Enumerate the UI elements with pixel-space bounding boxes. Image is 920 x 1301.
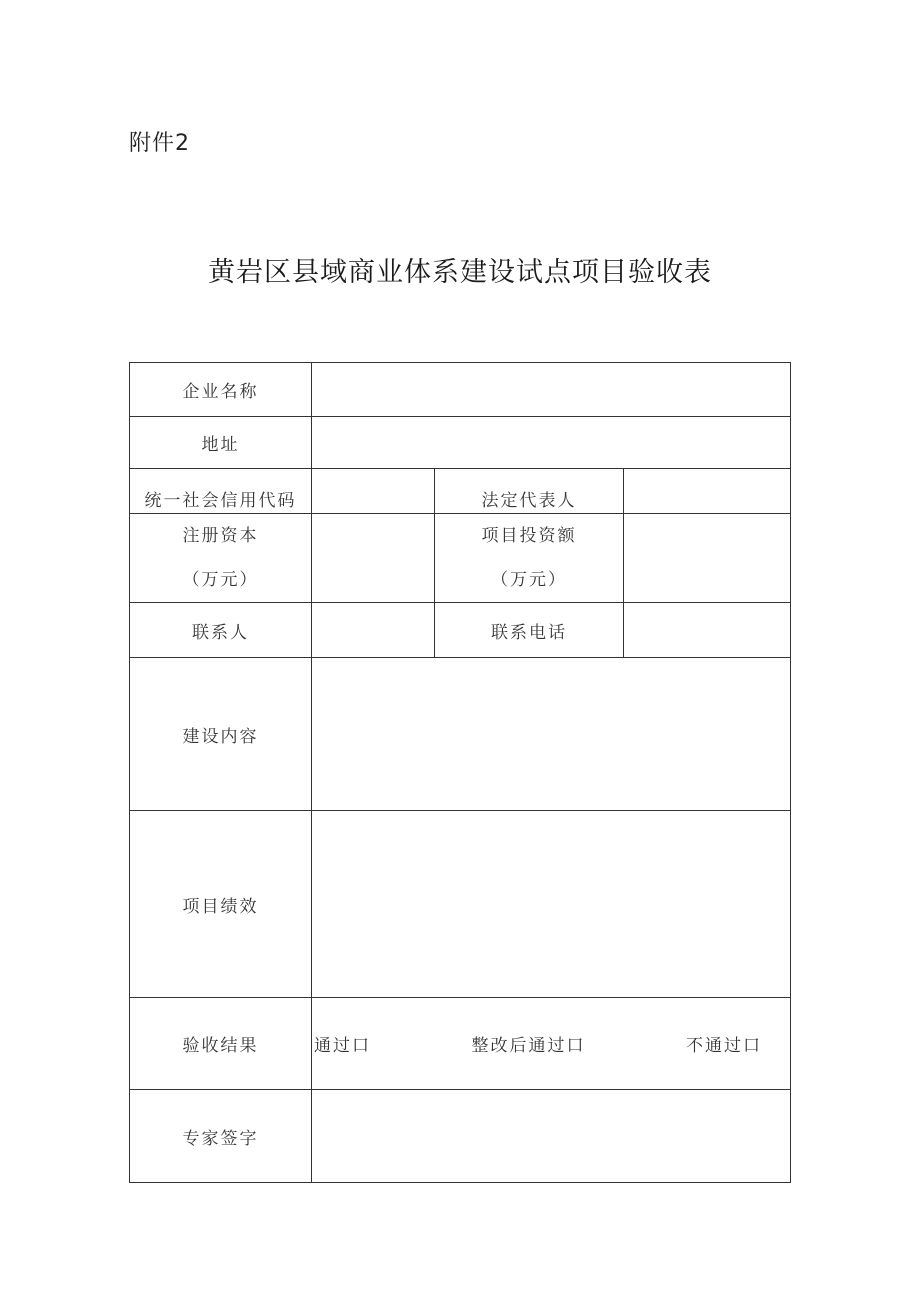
row-performance [130, 811, 791, 998]
investment-cell [435, 514, 624, 603]
result-option-fail[interactable]: 不通过口 [686, 1036, 762, 1056]
investment-field[interactable] [624, 514, 791, 603]
investment-label: 项目投资额 [481, 526, 577, 546]
registered-capital-unit: （万元） [182, 570, 259, 590]
address-label: 地址 [130, 417, 312, 469]
company-name-field[interactable] [312, 363, 791, 417]
result-option-pass[interactable]: 通过口 [314, 1036, 371, 1056]
credit-code-label: 统一社会信用代码 [130, 469, 312, 514]
registered-capital-cell [130, 514, 312, 603]
registered-capital-field[interactable] [312, 514, 435, 603]
contact-person-field[interactable] [312, 603, 435, 658]
registered-capital-label: 注册资本 [182, 526, 259, 546]
expert-signature-field[interactable] [312, 1090, 791, 1183]
construction-content-field[interactable] [312, 658, 791, 811]
row-result [130, 998, 791, 1090]
contact-person-label: 联系人 [130, 603, 312, 658]
row-address [130, 417, 791, 469]
row-expert-signature [130, 1090, 791, 1183]
row-construction-content [130, 658, 791, 811]
credit-code-field[interactable] [312, 469, 435, 514]
company-name-label: 企业名称 [130, 363, 312, 417]
result-label: 验收结果 [130, 998, 312, 1090]
construction-content-label: 建设内容 [130, 658, 312, 811]
row-company-name [130, 363, 791, 417]
attachment-label: 附件2 [129, 131, 190, 156]
performance-label: 项目绩效 [130, 811, 312, 998]
result-options-cell [312, 998, 791, 1090]
contact-phone-field[interactable] [624, 603, 791, 658]
legal-rep-label: 法定代表人 [435, 469, 624, 514]
page-title: 黄岩区县域商业体系建设试点项目验收表 [208, 257, 712, 288]
expert-signature-label: 专家签字 [130, 1090, 312, 1183]
row-capital [130, 514, 791, 603]
row-credit-code [130, 469, 791, 514]
performance-field[interactable] [312, 811, 791, 998]
investment-unit: （万元） [491, 570, 567, 590]
contact-phone-label: 联系电话 [435, 603, 624, 658]
acceptance-form-table [129, 362, 791, 1183]
legal-rep-field[interactable] [624, 469, 791, 514]
row-contact [130, 603, 791, 658]
result-option-pass-after-rectify[interactable]: 整改后通过口 [471, 1036, 586, 1056]
address-field[interactable] [312, 417, 791, 469]
